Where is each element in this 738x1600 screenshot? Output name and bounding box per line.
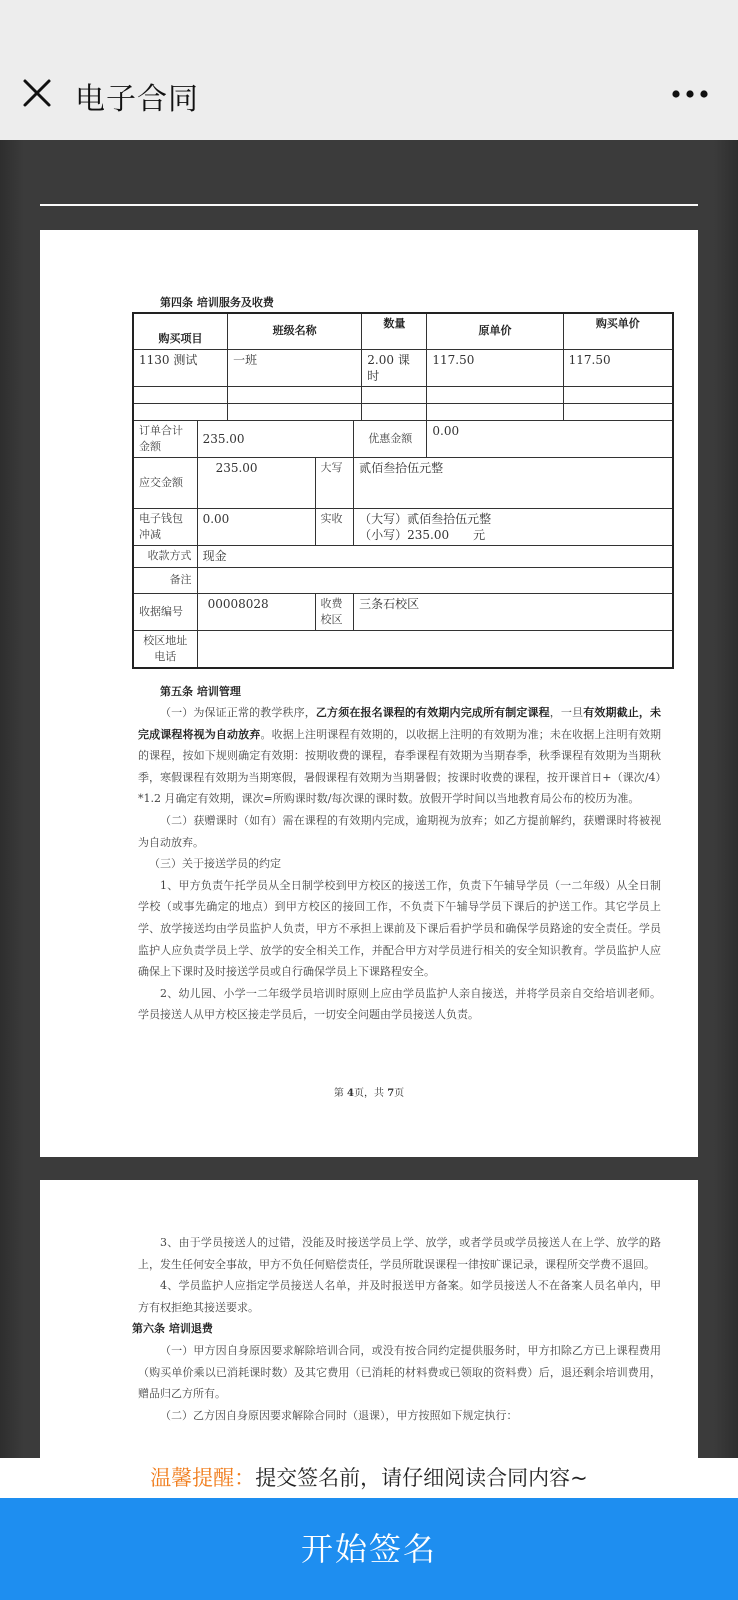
document-page <box>40 230 698 1157</box>
cell-quantity: 2.00 课时 <box>362 349 427 386</box>
current-page-number: 4 <box>347 1088 354 1099</box>
viewer-shadow-left <box>0 140 24 1458</box>
document-page <box>40 1180 698 1458</box>
text-run: ，一旦 <box>549 706 584 719</box>
total-page-number: 7 <box>387 1088 395 1099</box>
pay-method-value: 现金 <box>197 545 673 567</box>
cell-original-price: 117.50 <box>427 349 563 386</box>
empty-cell <box>133 403 228 420</box>
text-run: 。收据上注明课程有效期的，以收据上注明的有效期为准；未在收据上注明有效期的课程，按如下规则确定有效期：按期收费的课程，春季课程有效期为当期春季，秋季课程有效期为当期秋季，寒假课程有效期为当期寒假，暑假课程有效期为当期暑假；按课时收费的课程，按开课首日+（课次/4）*1.2 月确定有效期，课次=所购课时数/每次课的课时数。放假开学时间以当地教育局公布的校历为准。 <box>138 727 661 806</box>
received-values <box>354 508 673 545</box>
document-viewer[interactable] <box>0 140 738 1458</box>
empty-cell <box>362 386 427 403</box>
close-button[interactable] <box>16 72 58 114</box>
discount-label: 优惠金额 <box>354 420 427 457</box>
text-run: （一）为保证正常的教学秩序， <box>160 706 316 719</box>
received-label: 实收 <box>315 508 354 545</box>
campus-label: 收费校区 <box>315 593 354 630</box>
paragraph: 2、幼儿园、小学一二年级学员培训时原则上应由学员监护人亲自接送，并将学员亲自交给培训老师。学员接送人从甲方校区接走学员后，一切安全问题由学员接送人负责。 <box>138 986 661 1022</box>
reminder-text: 提交签名前，请仔细阅读合同内容~ <box>255 1466 588 1490</box>
paragraph: 4、学员监护人应指定学员接送人名单，并及时报送甲方备案。如学员接送人不在备案人员名单内，甲方有权拒绝其接送要求。 <box>138 1279 661 1314</box>
bold-text: 有效期截止，未完成课程将视为自动放弃 <box>138 706 662 741</box>
more-button[interactable] <box>670 84 710 104</box>
empty-cell <box>563 403 673 420</box>
empty-cell <box>563 386 673 403</box>
clause-4-title: 第四条 培训服务及收费 <box>160 296 274 309</box>
nav-bar <box>0 46 738 140</box>
header-original-price: 原单价 <box>427 313 563 349</box>
paragraph <box>138 702 661 810</box>
empty-cell <box>228 386 362 403</box>
bold-text: 乙方须在报名课程的有效期内完成所有制定课程 <box>315 706 550 719</box>
close-icon <box>16 72 58 114</box>
remark-value <box>197 567 673 593</box>
receipt-number-value: 00008028 <box>197 593 315 630</box>
paragraph: （三）关于接送学员的约定 <box>149 857 281 871</box>
footer-text: 页，共 <box>354 1088 388 1099</box>
paragraph: （二）乙方因自身原因要求解除合同时（退课），甲方按照如下规定执行： <box>160 1408 518 1422</box>
start-signing-button[interactable]: 开始签名 <box>0 1498 738 1600</box>
header-class-name: 班级名称 <box>228 313 362 349</box>
page-title: 电子合同 <box>75 82 199 117</box>
address-label: 校区地址电话 <box>133 630 197 668</box>
clause-5-title: 第五条 培训管理 <box>160 685 241 698</box>
order-total-label: 订单合计金额 <box>133 420 197 457</box>
viewer-shadow-right <box>714 140 738 1458</box>
payable-capital-value: 贰佰叁拾伍元整 <box>354 457 673 508</box>
cell-class-name: 一班 <box>228 349 362 386</box>
more-dots-icon <box>670 84 710 104</box>
capital-label: 大写 <box>315 457 354 508</box>
paragraph: 3、由于学员接送人的过错，没能及时接送学员上学、放学，或者学员或学员接送人在上学、放学的路上，发生任何安全事故，甲方不负任何赔偿责任，学员所耽误课程一律按旷课记录，课程所交学费不退回。 <box>138 1236 661 1271</box>
header-quantity: 数量 <box>362 313 427 349</box>
wallet-label: 电子钱包冲减 <box>133 508 197 545</box>
reminder-bar <box>0 1458 738 1498</box>
receipt-number-label: 收据编号 <box>133 593 197 630</box>
received-capital: （大写）贰佰叁拾伍元整 <box>359 511 492 526</box>
previous-page-edge <box>40 204 698 206</box>
empty-cell <box>427 386 563 403</box>
paragraph: （二）获赠课时（如有）需在课程的有效期内完成，逾期视为放弃；如乙方提前解约，获赠课时将被视为自动放弃。 <box>138 813 661 849</box>
payable-value: 235.00 <box>197 457 315 508</box>
reminder-label: 温馨提醒： <box>150 1466 256 1490</box>
remark-label: 备注 <box>133 567 197 593</box>
empty-cell <box>427 403 563 420</box>
footer-text: 第 <box>333 1088 348 1099</box>
status-bar <box>0 0 738 46</box>
order-total-value: 235.00 <box>197 420 354 457</box>
payable-label: 应交金额 <box>133 457 197 508</box>
discount-value: 0.00 <box>427 420 673 457</box>
clause-6-title: 第六条 培训退费 <box>132 1322 213 1336</box>
received-small: （小写）235.00 元 <box>359 527 486 542</box>
header-item: 购买项目 <box>133 313 228 349</box>
paragraph: 1、甲方负责午托学员从全日制学校到甲方校区的接送工作，负责下午辅导学员（一二年级）从全日制学校（或事先确定的地点）到甲方校区的接回工作，不负责下午辅导学员下课后的护送工作。其它学员上学、放学接送均由学员监护人负责，甲方不承担上课前及下课后看护学员和确保学员路途的安全责任。学员监护人应负责学员上学、放学的安全相关工作，并配合甲方对学员进行相关的安全知识教育。学员监护人应确保上下课时及时接送学员或自行确保学员上下课路程安全。 <box>138 878 661 979</box>
cell-item: 1130 测试 <box>133 349 228 386</box>
empty-cell <box>362 403 427 420</box>
clause-5-body <box>138 702 661 1026</box>
empty-cell <box>228 403 362 420</box>
address-value <box>197 630 673 668</box>
page-footer <box>40 1084 698 1099</box>
campus-value: 三条石校区 <box>354 593 673 630</box>
cell-unit-price: 117.50 <box>563 349 673 386</box>
empty-cell <box>133 386 228 403</box>
pay-method-label: 收款方式 <box>133 545 197 567</box>
paragraph: （一）甲方因自身原因要求解除培训合同，或没有按合同约定提供服务时，甲方扣除乙方已上课程费用（购买单价乘以已消耗课时数）及其它费用（已消耗的材料费或已领取的资料费）后，退还剩余培训费用，赠品归乙方所有。 <box>138 1343 661 1401</box>
wallet-value: 0.00 <box>197 508 315 545</box>
page-5-body <box>132 1232 661 1426</box>
footer-text: 页 <box>394 1088 405 1099</box>
header-unit-price: 购买单价 <box>563 313 673 349</box>
fee-table <box>132 312 674 669</box>
